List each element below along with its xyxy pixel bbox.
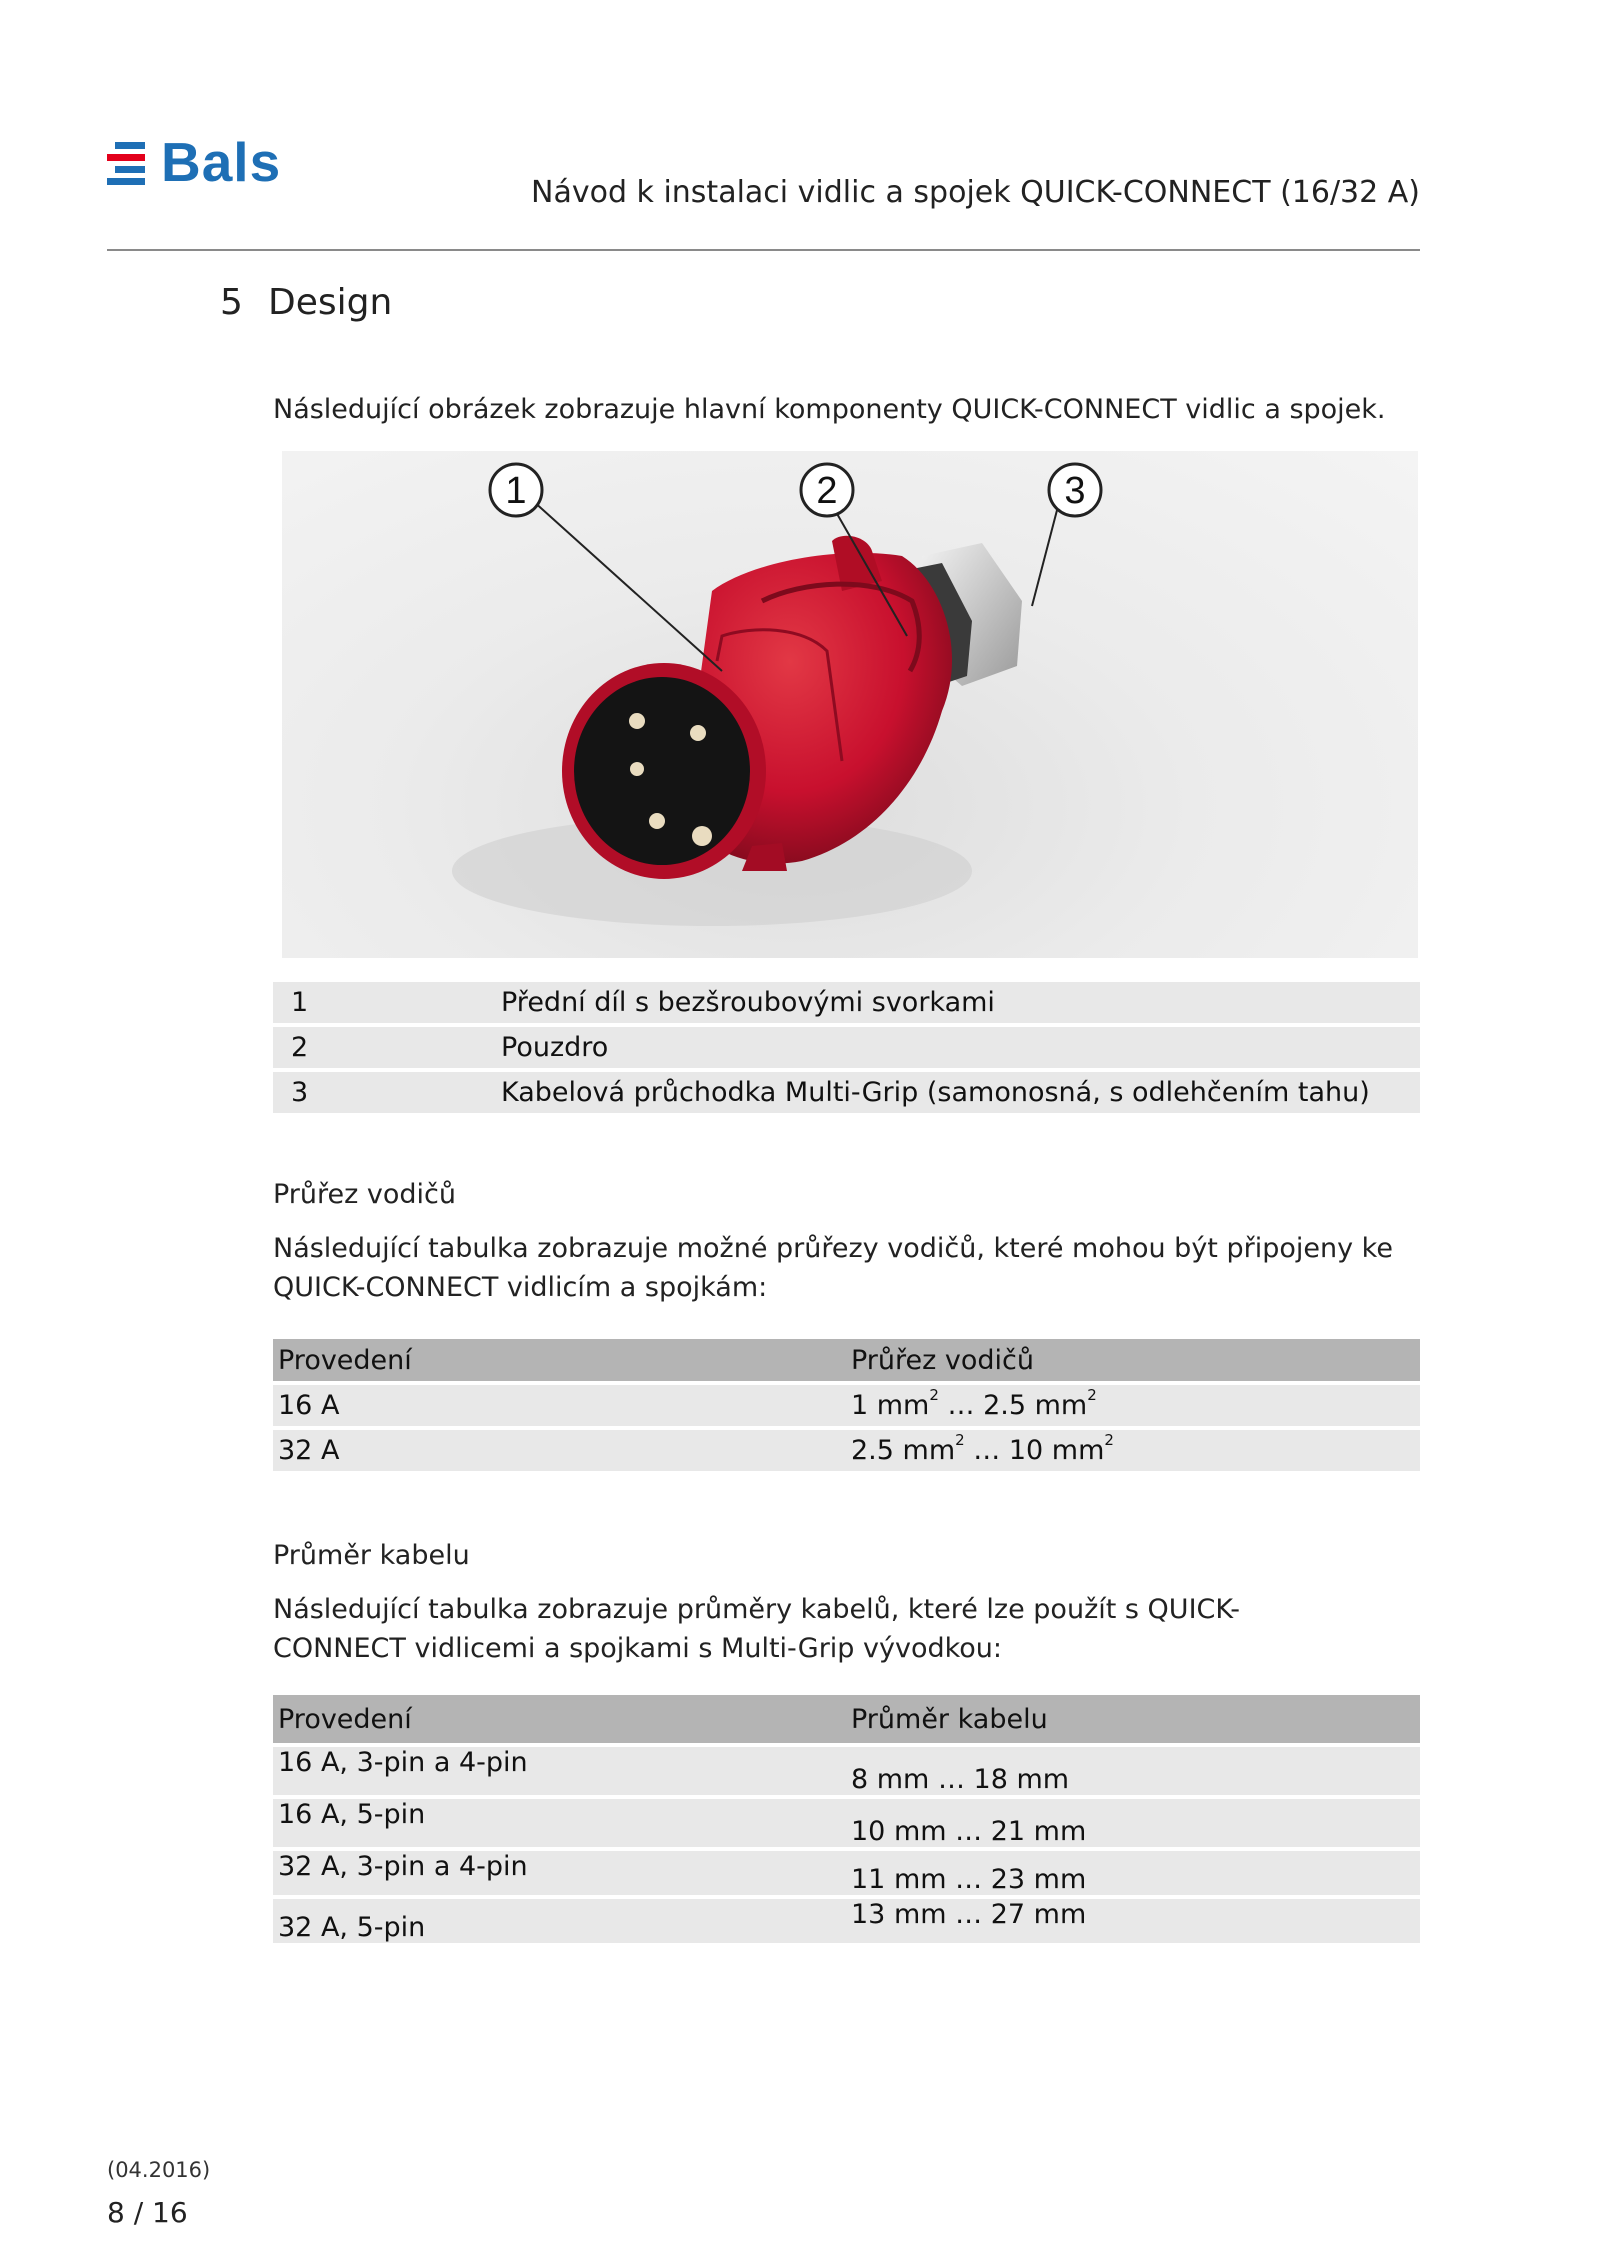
variant-cell: 32 A, 5-pin: [273, 1899, 846, 1943]
bals-logo: [107, 131, 337, 193]
callout-1-label: 1: [505, 470, 527, 512]
callout-2: [801, 464, 853, 516]
cable-diameter-table: [273, 1691, 1420, 1947]
callout-3-label: 3: [1064, 470, 1086, 512]
diameter-cell: 8 mm … 18 mm: [846, 1747, 1420, 1795]
variant-cell: 16 A, 3-pin a 4-pin: [273, 1747, 846, 1795]
legend-text: Přední díl s bezšroubovými svorkami: [496, 982, 1420, 1023]
diameter-cell: 10 mm … 21 mm: [846, 1799, 1420, 1847]
legend-number: 1: [273, 982, 496, 1023]
cross-section-heading: Průřez vodičů: [273, 1179, 456, 1210]
diameter-cell: 13 mm … 27 mm: [846, 1899, 1420, 1943]
column-header: Průměr kabelu: [846, 1695, 1420, 1743]
table-row: [273, 1899, 1420, 1943]
cross-section-cell: 1 $mm^2$ … 2.5 $mm^2$: [846, 1385, 1420, 1426]
section-number: 5: [220, 282, 243, 323]
table-row: [273, 1430, 1420, 1471]
variant-cell: 32 A: [273, 1430, 846, 1471]
bals-logo-mark-icon: [107, 142, 153, 186]
legend-text: Kabelová průchodka Multi-Grip (samonosná, s odlehčením tahu): [496, 1072, 1420, 1113]
table-row: [273, 1072, 1420, 1113]
section-heading: [220, 282, 392, 323]
table-row: [273, 982, 1420, 1023]
callout-1: [490, 464, 542, 516]
cable-diameter-heading: Průměr kabelu: [273, 1540, 470, 1571]
section-title: Design: [268, 282, 393, 323]
cable-diameter-paragraph: Následující tabulka zobrazuje průměry kabelů, které lze použít s QUICK-CONNECT vidlicemi a spojkami s Multi-Grip vývodkou:: [273, 1594, 1241, 1664]
plug-front-face: [562, 663, 766, 879]
table-row: [273, 1027, 1420, 1068]
footer-date: (04.2016): [107, 2158, 211, 2182]
table-row: [273, 1385, 1420, 1426]
component-legend-table: [273, 978, 1420, 1117]
product-figure: [282, 451, 1418, 958]
table-header-row: [273, 1339, 1420, 1381]
table-row: [273, 1747, 1420, 1795]
cee-plug-illustration: [282, 451, 1418, 958]
table-header-row: [273, 1695, 1420, 1743]
intro-paragraph: Následující obrázek zobrazuje hlavní komponenty QUICK-CONNECT vidlic a spojek.: [273, 394, 1386, 425]
cross-section-table: [273, 1335, 1420, 1475]
cross-section-cell: 2.5 $mm^2$ … 10 $mm^2$: [846, 1430, 1420, 1471]
column-header: Průřez vodičů: [846, 1339, 1420, 1381]
column-header: Provedení: [273, 1695, 846, 1743]
column-header: Provedení: [273, 1339, 846, 1381]
table-row: [273, 1799, 1420, 1847]
header-divider: [107, 249, 1420, 251]
diameter-cell: 11 mm … 23 mm: [846, 1851, 1420, 1895]
logo-wordmark: Bals: [161, 131, 282, 193]
variant-cell: 16 A: [273, 1385, 846, 1426]
legend-number: 2: [273, 1027, 496, 1068]
variant-cell: 16 A, 5-pin: [273, 1799, 846, 1847]
variant-cell: 32 A, 3-pin a 4-pin: [273, 1851, 846, 1895]
table-row: [273, 1851, 1420, 1895]
legend-text: Pouzdro: [496, 1027, 1420, 1068]
callout-3: [1049, 464, 1101, 516]
legend-number: 3: [273, 1072, 496, 1113]
cross-section-paragraph: Následující tabulka zobrazuje možné průřezy vodičů, které mohou být připojeny ke QUICK-CONNECT vidlicím a spojkám:: [273, 1233, 1393, 1303]
callout-2-label: 2: [816, 470, 838, 512]
page-number: 8 / 16: [107, 2196, 188, 2229]
document-title: Návod k instalaci vidlic a spojek QUICK-CONNECT (16/32 A): [531, 175, 1420, 210]
